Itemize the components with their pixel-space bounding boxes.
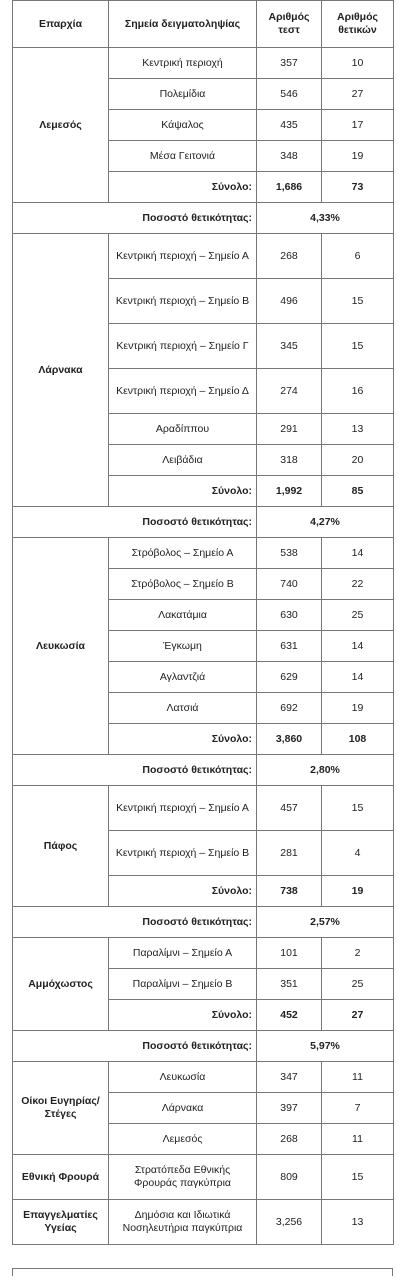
site-cell: Λευκωσία xyxy=(109,1062,257,1093)
table-row xyxy=(13,1200,394,1245)
positivity-label: Ποσοστό θετικότητας: xyxy=(13,755,257,786)
site-cell: Πολεμίδια xyxy=(109,79,257,110)
positivity-row xyxy=(13,507,394,538)
site-cell: Έγκωμη xyxy=(109,631,257,662)
site-cell: Κεντρική περιοχή – Σημείο Β xyxy=(109,831,257,876)
tests-cell: 348 xyxy=(257,141,322,172)
tests-cell: 291 xyxy=(257,414,322,445)
table-row xyxy=(13,48,394,79)
site-cell: Αραδίππου xyxy=(109,414,257,445)
group-health-professionals: Επαγγελματίες Υγείας xyxy=(13,1200,109,1245)
positivity-row xyxy=(13,1031,394,1062)
tests-cell: 457 xyxy=(257,786,322,831)
positives-cell: 17 xyxy=(322,110,394,141)
site-cell: Στρατόπεδα Εθνικής Φρουράς παγκύπρια xyxy=(109,1155,257,1200)
tests-cell: 631 xyxy=(257,631,322,662)
table-row xyxy=(13,234,394,279)
positives-cell: 4 xyxy=(322,831,394,876)
site-cell: Κεντρική περιοχή – Σημείο Α xyxy=(109,786,257,831)
tests-cell: 809 xyxy=(257,1155,322,1200)
site-cell: Λειβάδια xyxy=(109,445,257,476)
positives-cell: 14 xyxy=(322,538,394,569)
site-cell: Λακατάμια xyxy=(109,600,257,631)
positivity-value: 4,27% xyxy=(257,507,394,538)
total-tests: 738 xyxy=(257,876,322,907)
total-label: Σύνολο: xyxy=(109,1000,257,1031)
total-tests: 452 xyxy=(257,1000,322,1031)
positives-cell: 15 xyxy=(322,1155,394,1200)
total-label: Σύνολο: xyxy=(109,172,257,203)
table-row xyxy=(13,1155,394,1200)
positives-cell: 22 xyxy=(322,569,394,600)
site-cell: Στρόβολος – Σημείο Α xyxy=(109,538,257,569)
positives-cell: 13 xyxy=(322,414,394,445)
tests-cell: 274 xyxy=(257,369,322,414)
tests-cell: 435 xyxy=(257,110,322,141)
header-row xyxy=(13,1,394,48)
positives-cell: 6 xyxy=(322,234,394,279)
positives-cell: 15 xyxy=(322,786,394,831)
tests-cell: 496 xyxy=(257,279,322,324)
header-tests: Αριθμός τεστ xyxy=(257,1,322,48)
site-cell: Λεμεσός xyxy=(109,1124,257,1155)
region-limassol: Λεμεσός xyxy=(13,48,109,203)
positives-cell: 10 xyxy=(322,48,394,79)
site-cell: Κεντρική περιοχή – Σημείο Δ xyxy=(109,369,257,414)
header-district: Επαρχία xyxy=(13,1,109,48)
site-cell: Λατσιά xyxy=(109,693,257,724)
tests-cell: 538 xyxy=(257,538,322,569)
region-larnaca: Λάρνακα xyxy=(13,234,109,507)
region-paphos: Πάφος xyxy=(13,786,109,907)
positivity-label: Ποσοστό θετικότητας: xyxy=(13,1031,257,1062)
positives-cell: 25 xyxy=(322,600,394,631)
site-cell: Δημόσια και Ιδιωτικά Νοσηλευτήρια παγκύπρια xyxy=(109,1200,257,1245)
tests-cell: 3,256 xyxy=(257,1200,322,1245)
total-tests: 3,860 xyxy=(257,724,322,755)
positives-cell: 14 xyxy=(322,662,394,693)
table-row xyxy=(13,1062,394,1093)
site-cell: Παραλίμνι – Σημείο Β xyxy=(109,969,257,1000)
positives-cell: 19 xyxy=(322,693,394,724)
site-cell: Αγλαντζιά xyxy=(109,662,257,693)
positivity-label: Ποσοστό θετικότητας: xyxy=(13,507,257,538)
site-cell: Στρόβολος – Σημείο Β xyxy=(109,569,257,600)
positives-cell: 15 xyxy=(322,279,394,324)
positives-cell: 2 xyxy=(322,938,394,969)
positivity-value: 4,33% xyxy=(257,203,394,234)
positivity-row xyxy=(13,203,394,234)
total-positives: 73 xyxy=(322,172,394,203)
site-cell: Κεντρική περιοχή – Σημείο Β xyxy=(109,279,257,324)
header-positives: Αριθμός θετικών xyxy=(322,1,394,48)
group-nursing-homes: Οίκοι Ευγηρίας/ Στέγες xyxy=(13,1062,109,1155)
site-cell: Μέσα Γειτονιά xyxy=(109,141,257,172)
tests-cell: 101 xyxy=(257,938,322,969)
positivity-value: 2,80% xyxy=(257,755,394,786)
tests-cell: 546 xyxy=(257,79,322,110)
positives-cell: 19 xyxy=(322,141,394,172)
positives-cell: 11 xyxy=(322,1124,394,1155)
total-positives: 108 xyxy=(322,724,394,755)
tests-cell: 268 xyxy=(257,234,322,279)
positivity-label: Ποσοστό θετικότητας: xyxy=(13,907,257,938)
site-cell: Κεντρική περιοχή – Σημείο Α xyxy=(109,234,257,279)
tests-cell: 268 xyxy=(257,1124,322,1155)
tests-cell: 630 xyxy=(257,600,322,631)
header-sampling-points: Σημεία δειγματοληψίας xyxy=(109,1,257,48)
site-cell: Κεντρική περιοχή xyxy=(109,48,257,79)
tests-cell: 740 xyxy=(257,569,322,600)
tests-cell: 692 xyxy=(257,693,322,724)
site-cell: Κάψαλος xyxy=(109,110,257,141)
total-positives: 85 xyxy=(322,476,394,507)
positives-cell: 11 xyxy=(322,1062,394,1093)
positives-cell: 15 xyxy=(322,324,394,369)
total-tests: 1,686 xyxy=(257,172,322,203)
positives-cell: 25 xyxy=(322,969,394,1000)
table-row xyxy=(13,938,394,969)
positivity-row xyxy=(13,907,394,938)
tests-cell: 351 xyxy=(257,969,322,1000)
results-table-wrapper xyxy=(12,0,393,1245)
positivity-label: Ποσοστό θετικότητας: xyxy=(13,203,257,234)
site-cell: Κεντρική περιοχή – Σημείο Γ xyxy=(109,324,257,369)
tests-cell: 345 xyxy=(257,324,322,369)
total-positives: 27 xyxy=(322,1000,394,1031)
total-positives: 19 xyxy=(322,876,394,907)
table-row xyxy=(13,786,394,831)
positives-cell: 7 xyxy=(322,1093,394,1124)
positivity-row xyxy=(13,755,394,786)
positives-cell: 16 xyxy=(322,369,394,414)
sampling-results-table xyxy=(12,0,394,1245)
tests-cell: 318 xyxy=(257,445,322,476)
site-cell: Παραλίμνι – Σημείο Α xyxy=(109,938,257,969)
positives-cell: 27 xyxy=(322,79,394,110)
total-tests: 1,992 xyxy=(257,476,322,507)
tests-cell: 397 xyxy=(257,1093,322,1124)
tests-cell: 357 xyxy=(257,48,322,79)
tests-cell: 281 xyxy=(257,831,322,876)
tests-cell: 347 xyxy=(257,1062,322,1093)
region-famagusta: Αμμόχωστος xyxy=(13,938,109,1031)
site-cell: Λάρνακα xyxy=(109,1093,257,1124)
positivity-value: 2,57% xyxy=(257,907,394,938)
group-national-guard: Εθνική Φρουρά xyxy=(13,1155,109,1200)
total-label: Σύνολο: xyxy=(109,724,257,755)
positives-cell: 14 xyxy=(322,631,394,662)
positives-cell: 20 xyxy=(322,445,394,476)
tests-cell: 629 xyxy=(257,662,322,693)
table-row xyxy=(13,538,394,569)
region-nicosia: Λευκωσία xyxy=(13,538,109,755)
total-label: Σύνολο: xyxy=(109,876,257,907)
positives-cell: 13 xyxy=(322,1200,394,1245)
positivity-value: 5,97% xyxy=(257,1031,394,1062)
table-bottom-edge xyxy=(12,1268,393,1276)
total-label: Σύνολο: xyxy=(109,476,257,507)
